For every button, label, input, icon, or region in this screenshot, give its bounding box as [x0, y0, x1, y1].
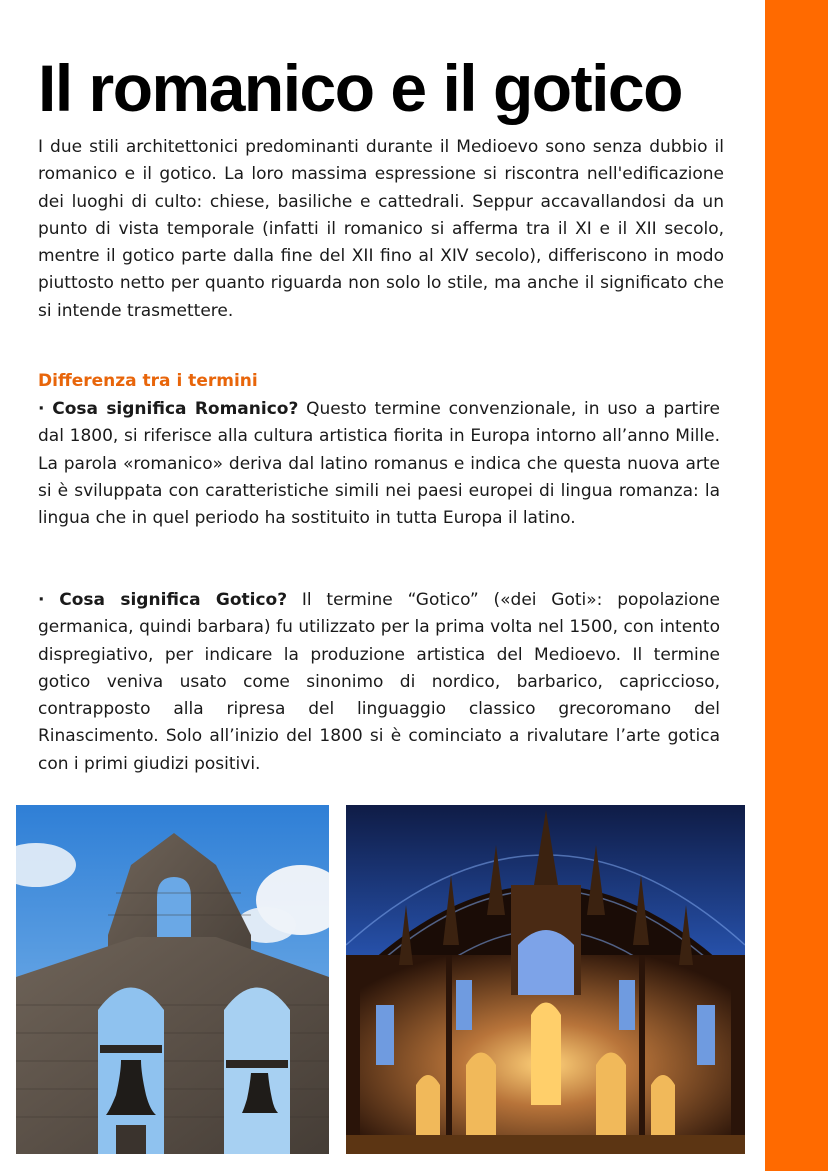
- gotico-question: Cosa significa Gotico?: [59, 590, 288, 610]
- bullet: ·: [38, 590, 45, 610]
- romanico-text: Questo termine convenzionale, in uso a partire dal 1800, si riferisce alla cultura artistica fiorita in Europa intorno all’anno Mille. La parola «romanico» deriva dal latino romanus e indica che questa nuova arte si è sviluppata con caratteristiche simili nei paesi europei di lingua romanza: la lingua che in quel periodo ha sostituito in tutta Europa il latino.: [38, 399, 721, 529]
- gotico-paragraph: [38, 587, 720, 778]
- section-heading: Differenza tra i termini: [38, 371, 258, 391]
- romanesque-bell-tower-image: [16, 805, 329, 1154]
- gothic-cathedral-interior-image: [346, 805, 745, 1154]
- orange-side-bar: [765, 0, 828, 1171]
- romanico-question: Cosa significa Romanico?: [52, 399, 299, 419]
- page-title: Il romanico e il gotico: [38, 51, 682, 125]
- gotico-text: Il termine “Gotico” («dei Goti»: popolazione germanica, quindi barbara) fu utilizzato per la prima volta nel 1500, con intento dispregiativo, per indicare la produzione artistica del Medioevo. Il termine gotico veniva usato come sinonimo di nordico, barbarico, capriccioso, contrapposto alla ripresa del linguaggio classico grecoromano del Rinascimento. Solo all’inizio del 1800 si è cominciato a rivalutare l’arte gotica con i primi giudizi positivi.: [38, 590, 721, 774]
- bullet: ·: [38, 399, 45, 419]
- romanico-paragraph: [38, 396, 720, 532]
- intro-paragraph: I due stili architettonici predominanti durante il Medioevo sono senza dubbio il romanico e il gotico. La loro massima espressione si riscontra nell'edificazione dei luoghi di culto: chiese, basiliche e cattedrali. Seppur accavallandosi da un punto di vista temporale (infatti il romanico si afferma tra il XI e il XII secolo, mentre il gotico parte dalla fine del XII fino al XIV secolo), differiscono in modo piuttosto netto per quanto riguarda non solo lo stile, ma anche il significato che si intende trasmettere.: [38, 137, 724, 321]
